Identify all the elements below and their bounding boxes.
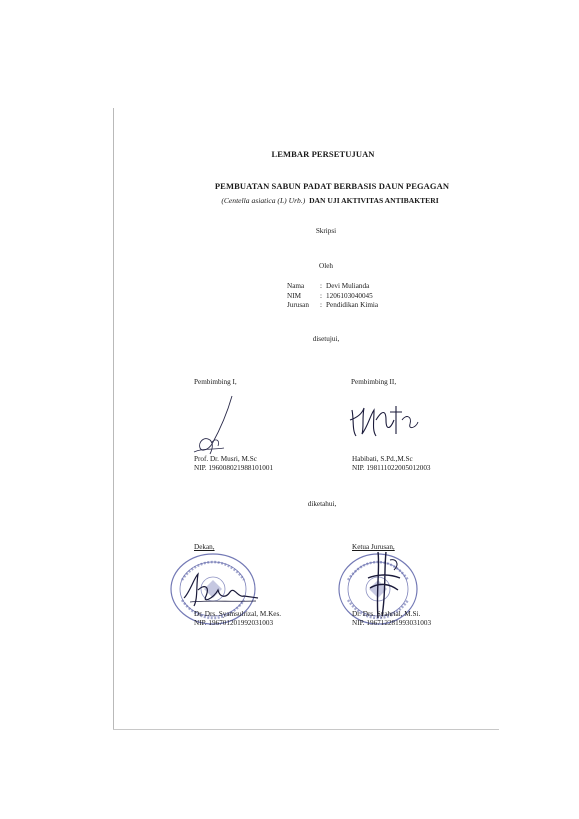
identity-label: Nama bbox=[287, 282, 305, 290]
approved-label: disetujui, bbox=[312, 335, 340, 343]
identity-value: Pendidikan Kimia bbox=[326, 301, 379, 309]
document-genre: Skripsi bbox=[315, 227, 337, 235]
identity-label: Jurusan bbox=[287, 301, 309, 309]
identity-label: NIM bbox=[287, 291, 301, 300]
identity-sep: : bbox=[320, 282, 322, 290]
document-heading: LEMBAR PERSETUJUAN bbox=[271, 149, 375, 159]
identity-value: Devi Mulianda bbox=[326, 282, 370, 290]
by-label: Oleh bbox=[319, 262, 333, 270]
supervisor2-nip: NIP. 198111022005012003 bbox=[352, 464, 431, 472]
scientific-name: (Centella asiatica (L) Urb.) bbox=[221, 196, 306, 205]
supervisor2-signature-icon bbox=[346, 400, 422, 442]
identity-value: 1206103040045 bbox=[326, 291, 373, 300]
identity-sep: : bbox=[320, 301, 322, 309]
thesis-title-line2 bbox=[221, 196, 438, 206]
head-name: Dr. Drs. Syahrial, M.Si. bbox=[352, 610, 421, 618]
identity-sep: : bbox=[320, 291, 322, 300]
dean-signature-icon bbox=[180, 568, 260, 612]
head-role: Ketua Jurusan, bbox=[352, 543, 395, 551]
scan-edge-bottom bbox=[113, 729, 499, 730]
identity-row bbox=[287, 301, 378, 311]
dean-role: Dekan, bbox=[194, 543, 215, 551]
identity-row bbox=[287, 282, 378, 292]
dean-name: Dr. Drs. Syamsulrizal, M.Kes. bbox=[194, 610, 282, 618]
supervisor1-signature-icon bbox=[188, 392, 248, 458]
scan-edge-left bbox=[113, 108, 114, 730]
head-nip: NIP. 196712281993031003 bbox=[352, 619, 432, 627]
supervisor2-role: Pembimbing II, bbox=[351, 378, 397, 386]
dean-nip: NIP. 196701201992031003 bbox=[194, 619, 274, 627]
student-identity bbox=[287, 282, 378, 311]
supervisor1-nip: NIP. 196008021988101001 bbox=[194, 464, 274, 472]
supervisor1-name: Prof. Dr. Musri, M.Sc bbox=[194, 455, 257, 463]
thesis-title-rest: DAN UJI AKTIVITAS ANTIBAKTERI bbox=[309, 196, 439, 205]
supervisor2-name: Habibati, S.Pd.,M.Sc bbox=[352, 455, 413, 463]
supervisor1-role: Pembimbing I, bbox=[194, 378, 237, 386]
identity-row bbox=[287, 292, 378, 302]
acknowledged-label: diketahui, bbox=[307, 500, 337, 508]
thesis-title-line1: PEMBUATAN SABUN PADAT BERBASIS DAUN PEGAGAN bbox=[214, 181, 450, 191]
